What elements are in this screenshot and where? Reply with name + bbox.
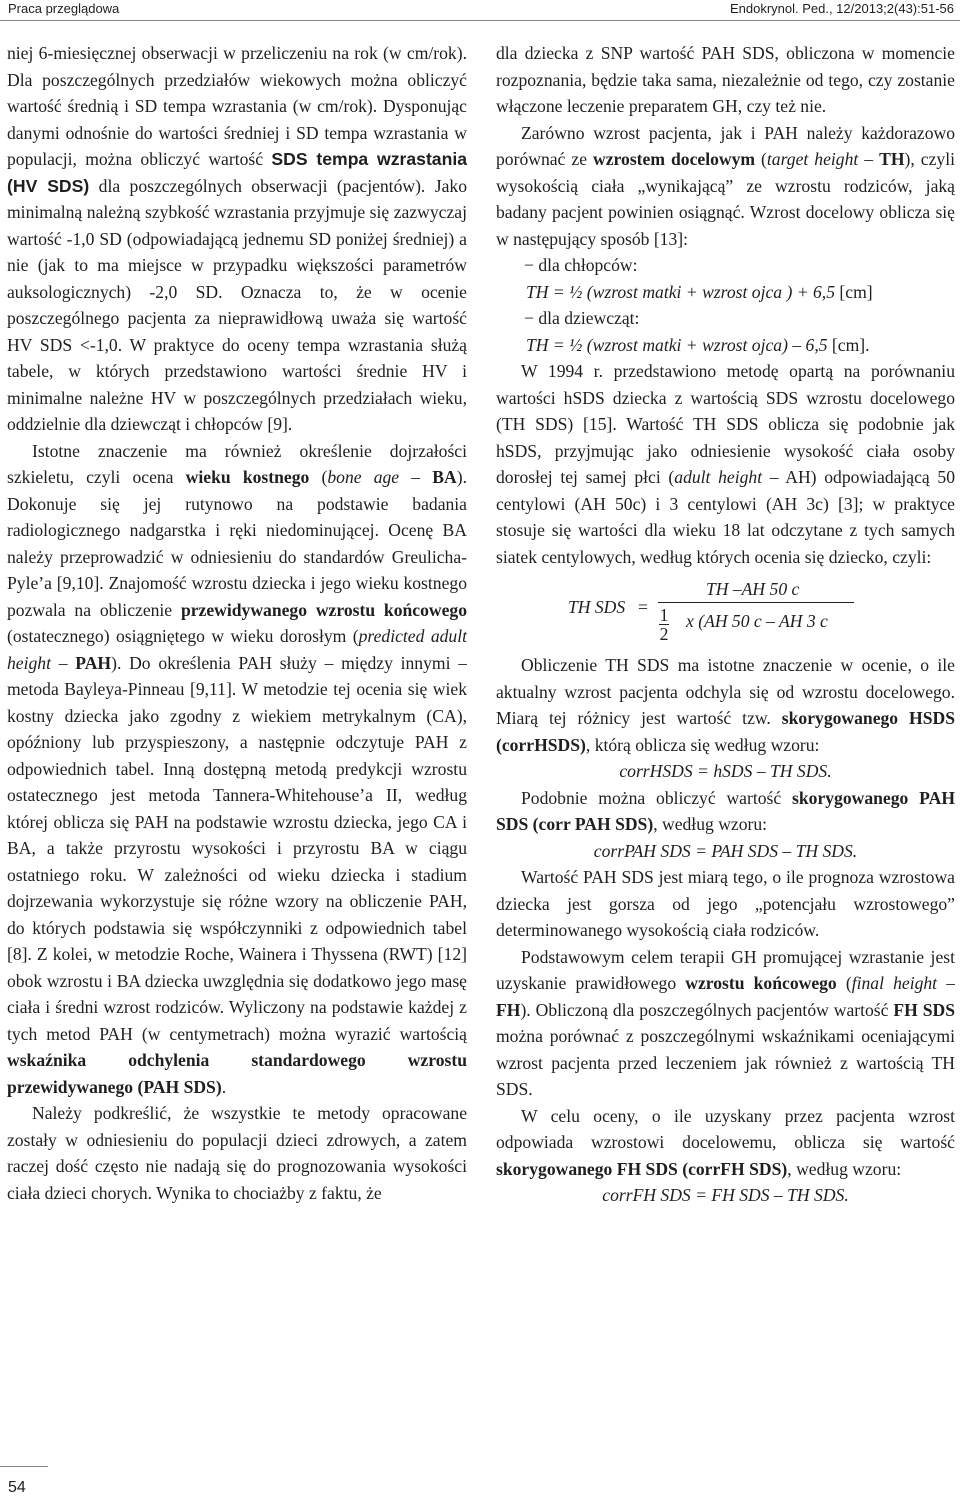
bold-term: przewidywanego wzrostu końcowego bbox=[180, 599, 467, 620]
paragraph: Wartość PAH SDS jest miarą tego, o ile prognoza wzrostowa dziecka jest gorsza od jego „potencjału wzrostowego” determinowanego wysokością ciała rodziców. bbox=[496, 867, 955, 940]
half-fraction: 1 2 bbox=[659, 605, 669, 644]
paragraph: Podobnie można obliczyć wartość skorygowanego PAH SDS (corr PAH SDS), według wzoru: bbox=[496, 787, 955, 834]
formula-girls: − dla dziewcząt: TH = ½ (wzrost matki + wzrost ojca) – 6,5 [cm]. bbox=[496, 305, 955, 358]
paragraph: W 1994 r. przedstawiono metodę opartą na porównaniu wartości hSDS dziecka z wartością SDS wzrostu docelowego (TH SDS) [15]. Wartość TH SDS oblicza się podobnie jak hSDS, przyjmując jako odniesienie wysokość ciała osoby dorosłej tej samej płci (adult height – AH) odpowiadającą 50 centylowi (AH 50c) i 3 centylowi (AH 3c) [3]; w praktyce stosuje się wartości dla wieku 18 lat odczytane z tych samych siatek centylowych, według których ocenia się dziecko, czyli: bbox=[496, 361, 955, 567]
paragraph: niej 6-miesięcznej obserwacji w przeliczeniu na rok (w cm/rok). Dla poszczególnych przedziałów wiekowych można obliczyć wartość średnią i SD tempa wzrastania (w cm/rok). Dysponując danymi odnośnie do wartości średniej i SD tempa wzrastania w populacji, można obliczyć wartość SDS tempa wzrastania (HV SDS) dla poszczególnych obserwacji (pacjentów). Jako minimalną należną szybkość wzrastania przyjmuje się zazwyczaj wartość -1,0 SD (odpowiadającą jednemu SD poniżej średniej) a nie (jak to ma miejsce w przypadku większości parametrów auksologicznych) -2,0 SD. Oznacza to, że w ocenie poszczególnego pacjenta za nieprawidłową uważa się wartość HV SDS <-1,0. W praktyce do oceny tempa wzrastania służą tabele, w których przedstawiono wartości średnie HV i minimalne należne HV w poszczególnych przedziałach wieku, oddzielnie dla dziewcząt i chłopców [9]. bbox=[7, 43, 467, 434]
fraction-bar bbox=[658, 602, 854, 603]
formula-boys: − dla chłopców: TH = ½ (wzrost matki + wzrost ojca ) + 6,5 [cm] bbox=[496, 252, 955, 305]
boys-label: − dla chłopców: bbox=[524, 255, 638, 275]
paragraph: Obliczenie TH SDS ma istotne znaczenie w ocenie, o ile aktualny wzrost pacjenta odchyla się od wzrostu docelowego. Miarą tej różnicy jest wartość tzw. skorygowanego HSDS (corrHSDS), którą oblicza się według wzoru: bbox=[496, 655, 955, 755]
bold-term: wieku kostnego bbox=[185, 467, 310, 487]
journal-citation: Endokrynol. Ped., 12/2013;2(43):51-56 bbox=[729, 1, 954, 16]
girls-label: − dla dziewcząt: bbox=[524, 308, 640, 328]
bold-term: SDS tempa wzrastania (HV SDS) bbox=[7, 149, 467, 196]
paragraph: W celu oceny, o ile uzyskany przez pacjenta wzrost odpowiada wzrostowi docelowemu, oblicza się wartość skorygowanego FH SDS (corrFH SDS), według wzoru: bbox=[496, 1105, 955, 1179]
bold-term: wzrostu końcowego bbox=[685, 973, 837, 993]
running-header bbox=[0, 0, 960, 20]
paragraph: Zarówno wzrost pacjenta, jak i PAH należy każdorazowo porównać ze wzrostem docelowym (target height – TH), czyli wysokością ciała „wynikającą” ze wzrostu rodziców, jaką badany pacjent powinien osiągnąć. Wzrost docelowy oblicza się w następujący sposób [13]: bbox=[496, 122, 955, 249]
eq-equals: = bbox=[638, 597, 648, 617]
formula-corrpah: corrPAH SDS = PAH SDS – TH SDS. bbox=[593, 840, 858, 861]
eq-numerator: TH –AH 50 c bbox=[706, 579, 800, 599]
paragraph: Podstawowym celem terapii GH promującej wzrastanie jest uzyskanie prawidłowego wzrostu końcowego (final height – FH). Obliczoną dla poszczególnych pacjentów wartość FH SDS można porównać z poszczególnymi wskaźnikami oceniającymi wzrost pacjenta przed leczeniem jak również z wartością TH SDS. bbox=[496, 946, 955, 1099]
right-column bbox=[496, 40, 955, 1460]
page-number: 54 bbox=[8, 1479, 26, 1496]
left-column bbox=[7, 40, 467, 1460]
th-sds-equation bbox=[496, 576, 955, 644]
bold-term: skorygowanego FH SDS (corrFH SDS) bbox=[496, 1158, 788, 1179]
footer-rule bbox=[0, 1466, 48, 1467]
formula-corrfh: corrFH SDS = FH SDS – TH SDS. bbox=[602, 1185, 849, 1205]
bold-term: wskaźnika odchylenia standardowego wzrostu przewidywanego (PAH SDS) bbox=[7, 1050, 467, 1097]
eq-lhs: TH SDS bbox=[568, 597, 626, 617]
paragraph: Istotne znaczenie ma również określenie dojrzałości szkieletu, czyli ocena wieku kostnego (bone age – BA). Dokonuje się jej rutynowo na podstawie badania radiologicznego nadgarstka i ręki niedominującej. Ocenę BA należy przeprowadzić w odniesieniu do standardów Greulicha-Pyle’a [9,10]. Znajomość wzrostu dziecka i jego wieku kostnego pozwala na obliczenie przewidywanego wzrostu końcowego (ostatecznego) osiągniętego w wieku dorosłym (predicted adult height – PAH). Do określenia PAH służy – między innymi – metoda Bayleya-Pinneau [9,11]. W metodzie tej ocenia się wiek kostny dziecka jako zgodny z wiekiem metrykalnym (CA), opóźniony lub przyspieszony, a następnie odczytuje PAH z odpowiednich tabel. Inną dostępną metodą predykcji wzrostu ostatecznego jest metoda Tannera-Whitehouse’a II, według której oblicza się PAH na podstawie wzrostu dziecka, jego CA i BA, a także przyrostu wysokości i przyrostu BA w ciągu ostatniego roku. W zależności od wieku dziecka i stadium dojrzewania wykorzystuje się różne wzory na obliczenie PAH, do których podstawia się współczynniki z odpowiednich tabel [8]. Z kolei, w metodzie Roche, Wainera i Thyssena (RWT) [12] obok wzrostu i BA dziecka uwzględnia się dodatkowo jego masę ciała i średni wzrost rodziców. Wyliczony na podstawie każdej z tych metod PAH (w centymetrach) można wyrazić wartością wskaźnika odchylenia standardowego wzrostu przewidywanego (PAH SDS). bbox=[7, 440, 467, 1097]
eq-denominator: x (AH 50 c – AH 3 c bbox=[686, 611, 828, 631]
girls-formula: TH = ½ (wzrost matki + wzrost ojca) – 6,5 bbox=[526, 334, 828, 355]
boys-formula: TH = ½ (wzrost matki + wzrost ojca ) + 6,5 bbox=[526, 281, 835, 302]
bold-term: skorygowanego HSDS (corrHSDS) bbox=[496, 708, 955, 755]
header-rule bbox=[0, 20, 960, 21]
bold-term: skorygowanego PAH SDS (corr PAH SDS) bbox=[496, 787, 955, 834]
paragraph: Należy podkreślić, że wszystkie te metody opracowane zostały w odniesieniu do populacji dzieci zdrowych, a zatem raczej dość często nie nadają się do prognozowania wysokości ciała dzieci chorych. Wynika to chociażby z faktu, że bbox=[7, 1103, 467, 1203]
formula-corrhsds: corrHSDS = hSDS – TH SDS. bbox=[619, 761, 832, 781]
bold-term: wzrostem docelowym bbox=[593, 149, 756, 169]
paragraph: dla dziecka z SNP wartość PAH SDS, obliczona w momencie rozpoznania, będzie taka sama, niezależnie od tego, czy zostanie włączone leczenie preparatem GH, czy też nie. bbox=[496, 43, 955, 116]
article-type: Praca przeglądowa bbox=[8, 1, 120, 16]
